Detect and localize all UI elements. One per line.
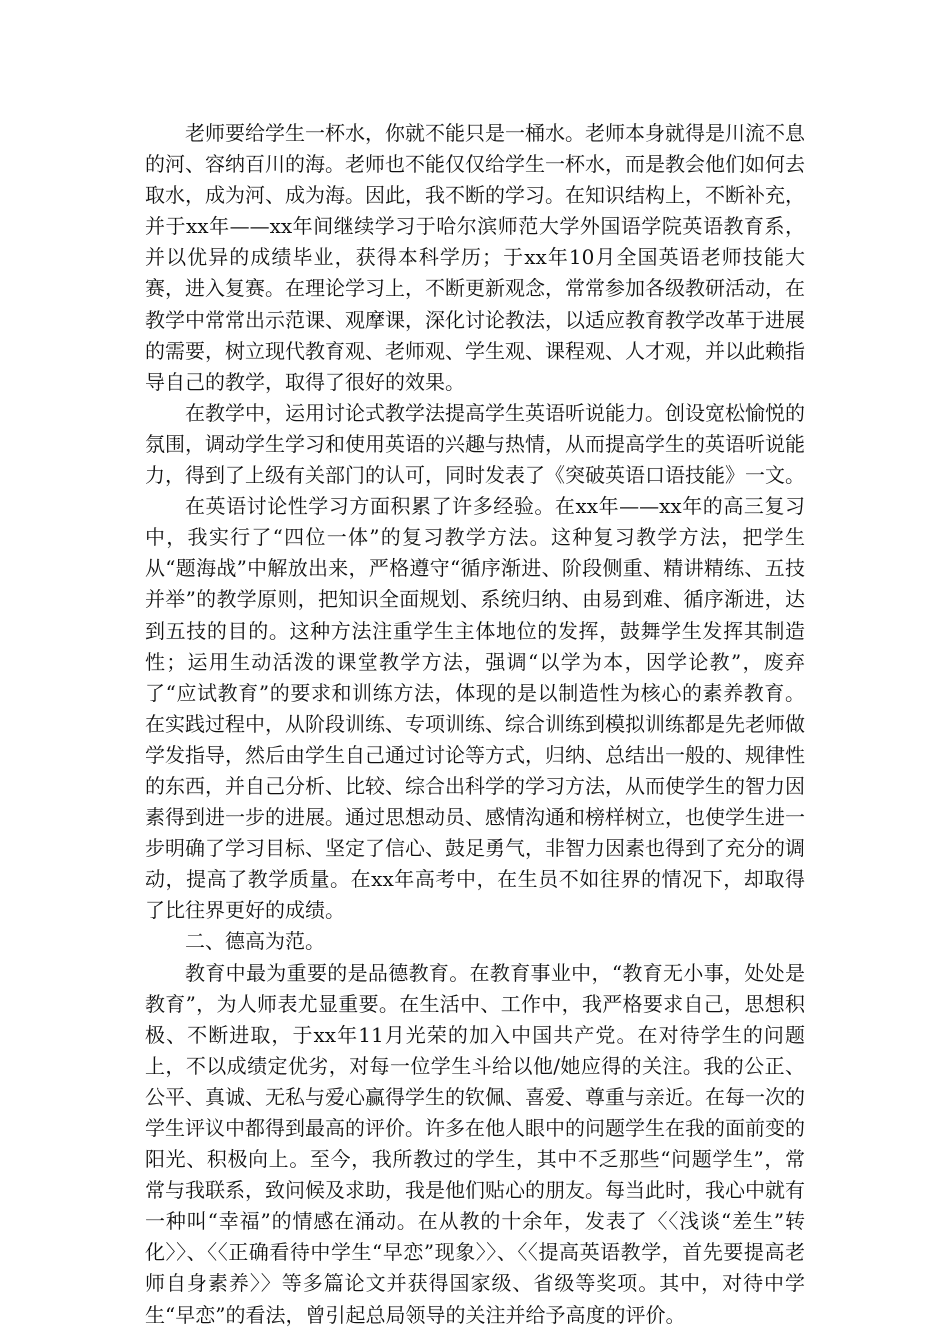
paragraph-review-method: 在英语讨论性学习方面积累了许多经验。在xx年——xx年的高三复习中，我实行了“四位一体”的复习教学方法。这种复习教学方法，把学生从“题海战”中解放出来，严格遵守“循序渐进、阶段侧重、精讲精练、五技并举”的教学原则，把知识全面规划、系统归纳、由易到难、循序渐进，达到五技的目的。这种方法注重学生主体地位的发挥，鼓舞学生发挥其制造性；运用生动活泼的课堂教学方法，强调“以学为本，因学论教”，废弃了“应试教育”的要求和训练方法，体现的是以制造性为核心的素养教育。在实践过程中，从阶段训练、专项训练、综合训练到模拟训练都是先老师做学发指导，然后由学生自己通过讨论等方式，归纳、总结出一般的、规律性的东西，并自己分析、比较、综合出科学的学习方法，从而使学生的智力因素得到进一步的进展。通过思想动员、感情沟通和榜样树立，也使学生进一步明确了学习目标、坚定了信心、鼓足勇气，非智力因素也得到了充分的调动，提高了教学质量。在xx年高考中，在生员不如往界的情况下，却取得了比往界更好的成绩。: [145, 494, 805, 923]
paragraph-speaking-method: 在教学中，运用讨论式教学法提高学生英语听说能力。创设宽松愉悦的氛围，调动学生学习和使用英语的兴趣与热情，从而提高学生的英语听说能力，得到了上级有关部门的认可，同时发表了《突破英语口语技能》一文。: [145, 400, 805, 488]
paragraph-learning: 老师要给学生一杯水，你就不能只是一桶水。老师本身就得是川流不息的河、容纳百川的海。老师也不能仅仅给学生一杯水，而是教会他们如何去取水，成为河、成为海。因此，我不断的学习。在知识结构上，不断补充，并于xx年——xx年间继续学习于哈尔滨师范大学外国语学院英语教育系，并以优异的成绩毕业，获得本科学历；于xx年10月全国英语老师技能大赛，进入复赛。在理论学习上，不断更新观念，常常参加各级教研活动，在教学中常常出示范课、观摩课，深化讨论教法，以适应教育教学改革于进展的需要，树立现代教育观、老师观、学生观、课程观、人才观，并以此赖指导自己的教学，取得了很好的效果。: [145, 121, 805, 394]
paragraph-moral-education: 教育中最为重要的是品德教育。在教育事业中，“教育无小事，处处是教育”，为人师表尤显重要。在生活中、工作中，我严格要求自己，思想积极、不断进取，于xx年11月光荣的加入中国共产党。在对待学生的问题上，不以成绩定优劣，对每一位学生斗给以他/她应得的关注。我的公正、公平、真诚、无私与爱心赢得学生的钦佩、喜爱、尊重与亲近。在每一次的学生评议中都得到最高的评价。许多在他人眼中的问题学生在我的面前变的阳光、积极向上。至今，我所教过的学生，其中不乏那些“问题学生”，常常与我联系，致问候及求助，我是他们贴心的朋友。每当此时，我心中就有一种叫“幸福”的情感在涌动。在从教的十余年，发表了〈〈浅谈“差生”转化〉〉、〈〈正确看待中学生“早恋”现象〉〉、〈〈提高英语教学，首先要提高老师自身素养〉〉等多篇论文并获得国家级、省级等奖项。其中，对待中学生“早恋”的看法，曾引起总局领导的关注并给予高度的评价。: [145, 960, 805, 1327]
section-heading: 二、德高为范。: [185, 929, 325, 954]
document-page: [145, 118, 805, 1331]
